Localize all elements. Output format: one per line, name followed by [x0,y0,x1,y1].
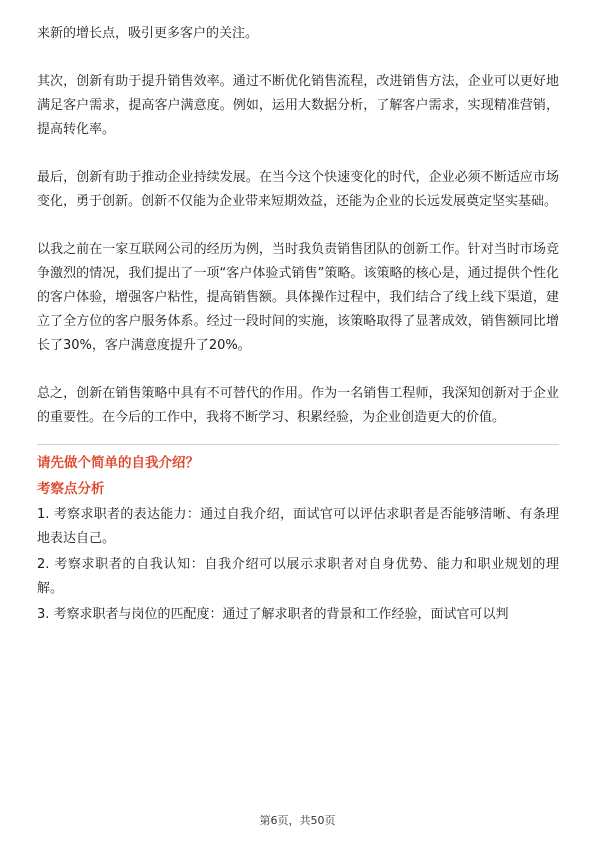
analysis-heading: 考察点分析 [37,481,105,497]
interview-question: 请先做个简单的自我介绍？ [37,455,199,471]
section-divider [37,444,559,445]
paragraph-efficiency: 其次，创新有助于提升销售效率。通过不断优化销售流程，改进销售方法，企业可以更好地满足客户需求，提高客户满意度。例如，运用大数据分析，了解客户需求，实现精准营销，提高转化率。 [37,74,559,137]
analysis-point: 2. 考察求职者的自我认知：自我介绍可以展示求职者对自身优势、能力和职业规划的理解。 [37,557,559,596]
analysis-point: 3. 考察求职者与岗位的匹配度：通过了解求职者的背景和工作经验，面试官可以判 [37,607,509,622]
paragraph-conclusion: 总之，创新在销售策略中具有不可替代的作用。作为一名销售工程师，我深知创新对于企业的重要性。在今后的工作中，我将不断学习、积累经验，为企业创造更大的价值。 [37,386,559,425]
paragraph-example: 以我之前在一家互联网公司的经历为例，当时我负责销售团队的创新工作。针对当时市场竞争激烈的情况，我们提出了一项“客户体验式销售”策略。该策略的核心是，通过提供个性化的客户体验，增强客户粘性，提高销售额。具体操作过程中，我们结合了线上线下渠道，建立了全方位的客户服务体系。经过一段时间的实施，该策略取得了显著成效，销售额同比增长了30%，客户满意度提升了20%。 [37,242,559,353]
document-body [37,22,559,627]
analysis-point: 1. 考察求职者的表达能力：通过自我介绍，面试官可以评估求职者是否能够清晰、有条理地表达自己。 [37,507,559,546]
page-number: 第6页，共50页 [259,814,336,827]
paragraph-sustainability: 最后，创新有助于推动企业持续发展。在当今这个快速变化的时代，企业必须不断适应市场变化，勇于创新。创新不仅能为企业带来短期效益，还能为企业的长远发展奠定坚实基础。 [37,170,559,209]
paragraph-continuation: 来新的增长点，吸引更多客户的关注。 [37,26,259,41]
